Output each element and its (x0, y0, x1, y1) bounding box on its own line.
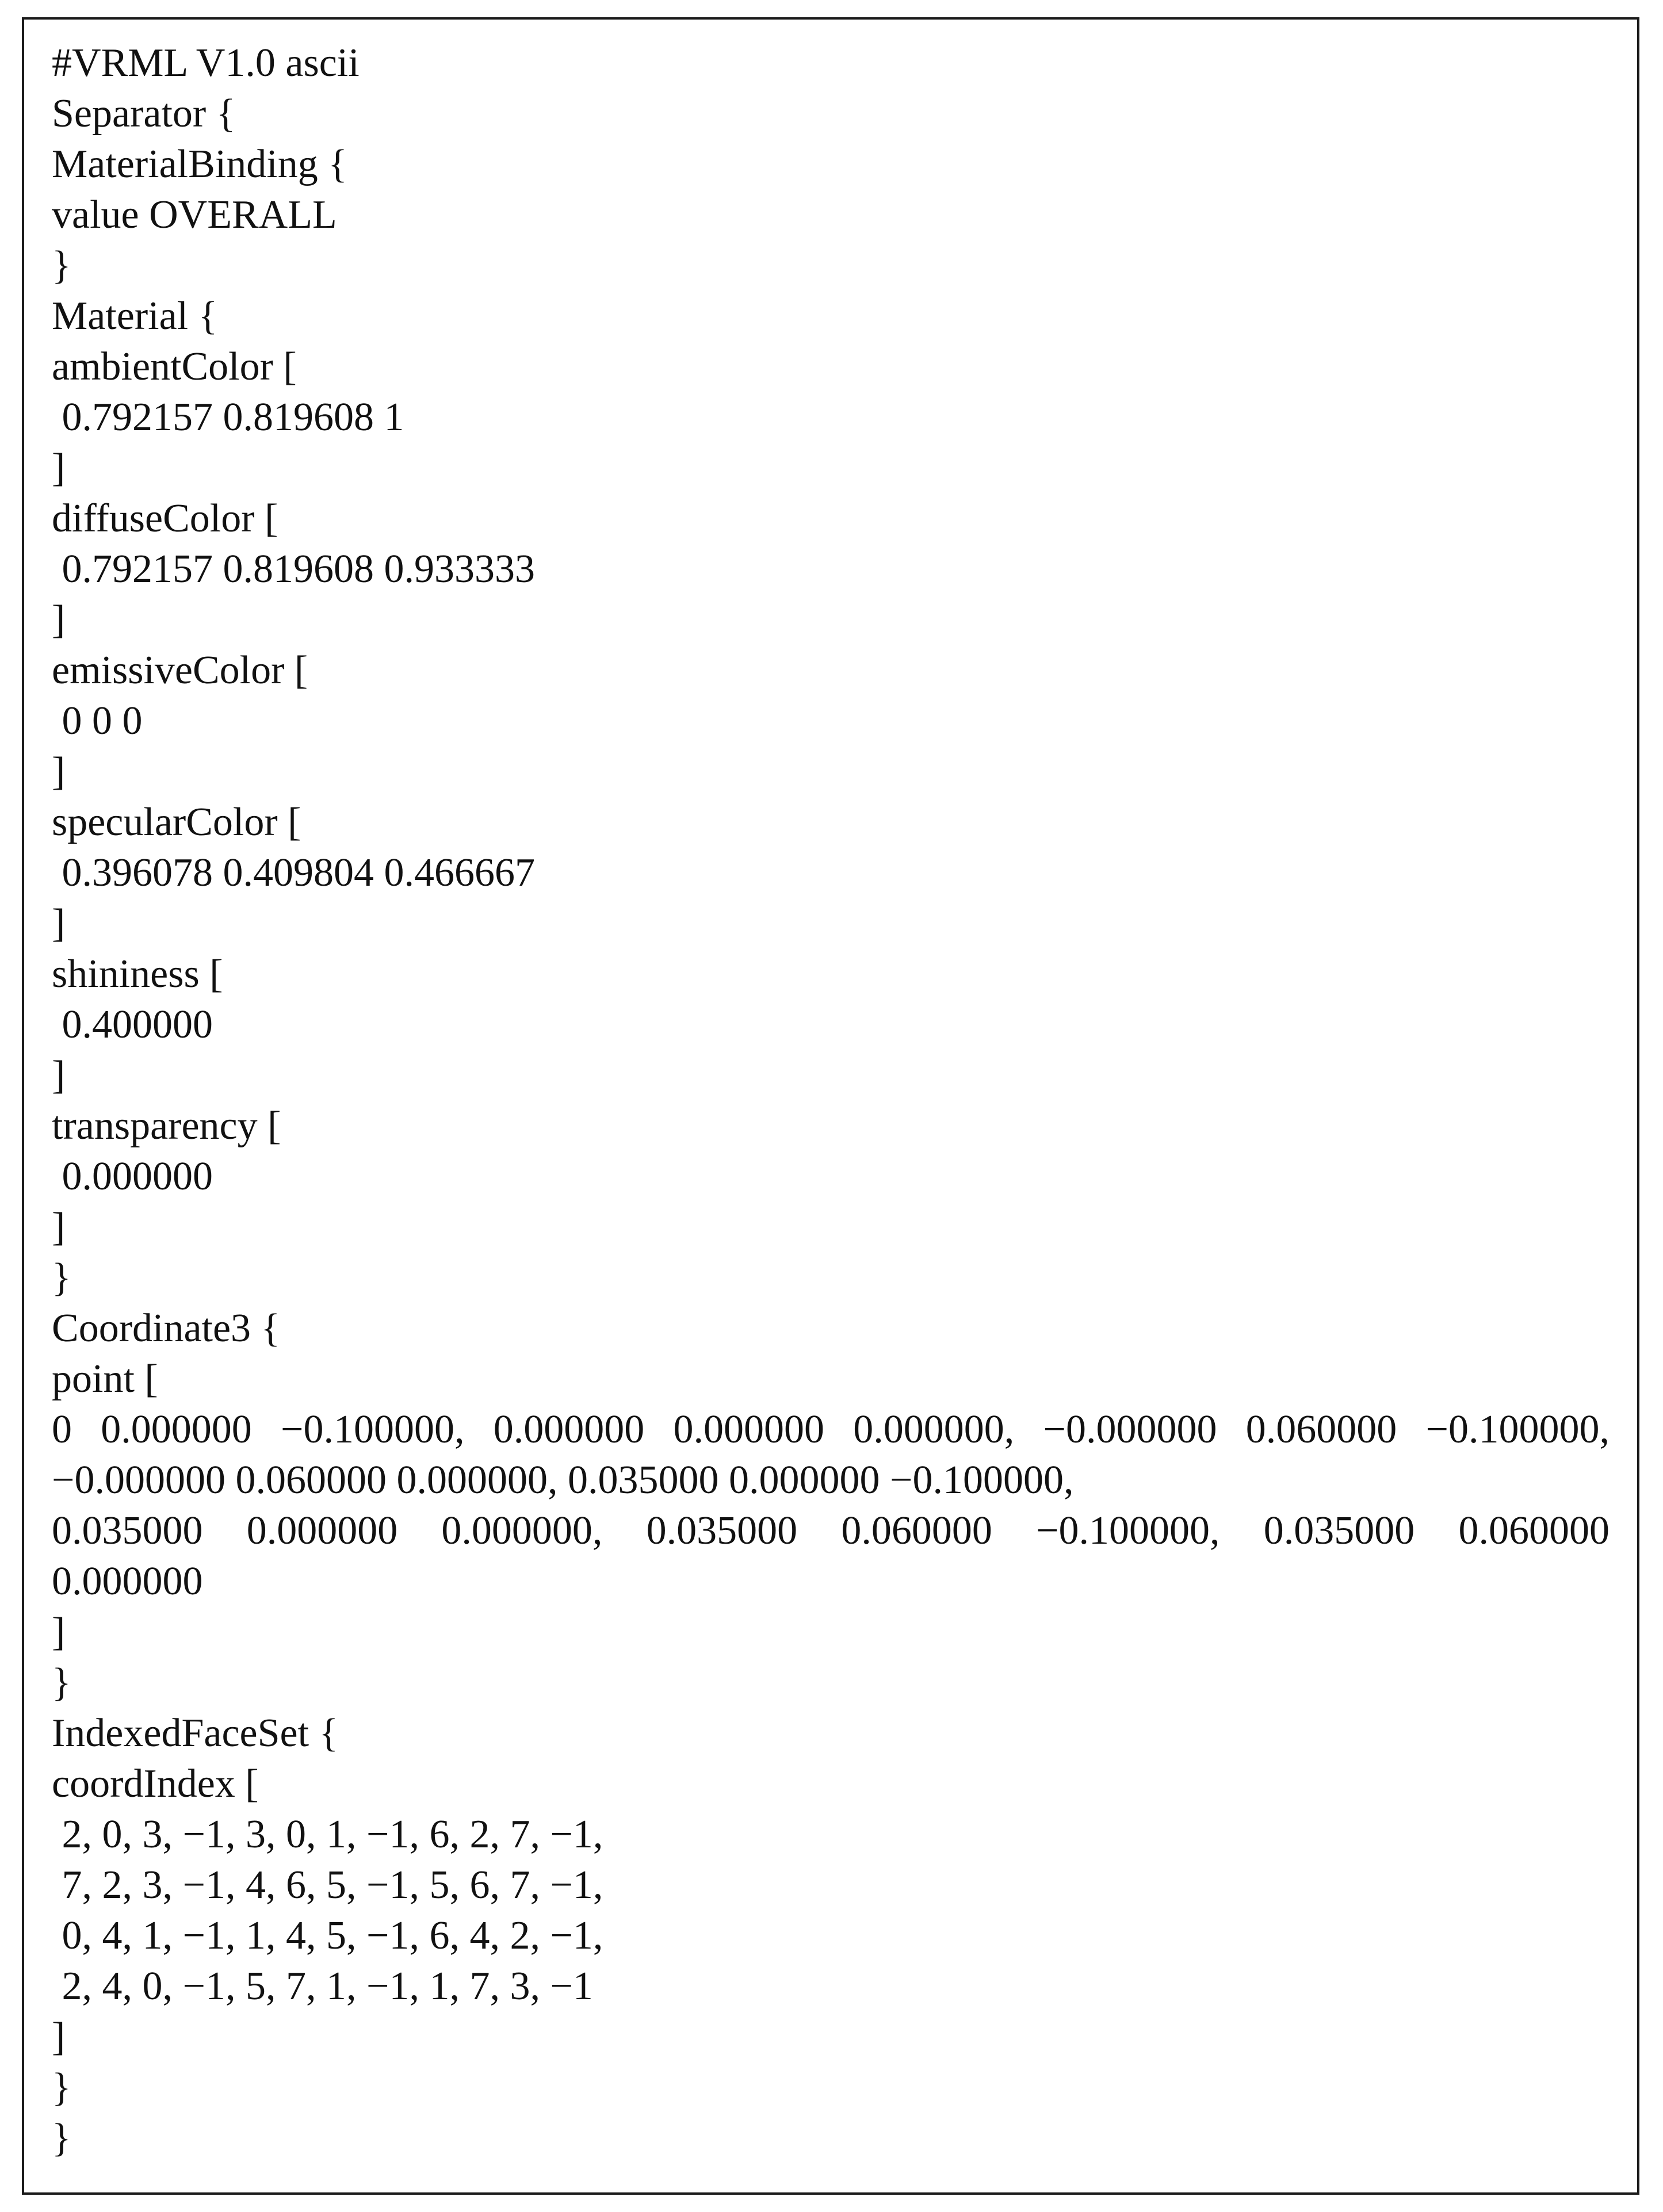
code-line-materialbinding-open: MaterialBinding { (52, 142, 347, 186)
code-line-indexedfaceset-close: } (52, 2065, 71, 2110)
code-line-coordindex-values-3: 0, 4, 1, −1, 1, 4, 5, −1, 6, 4, 2, −1, (52, 1914, 603, 1958)
code-line-diffusecolor-close: ] (52, 598, 66, 642)
code-line-diffusecolor-open: diffuseColor [ (52, 496, 278, 541)
code-line-materialbinding-value: value OVERALL (52, 193, 337, 237)
code-line-transparency-value: 0.000000 (52, 1154, 213, 1199)
code-line-separator-open: Separator { (52, 91, 236, 136)
code-line-specularcolor-close: ] (52, 901, 66, 946)
code-line-transparency-close: ] (52, 1205, 66, 1249)
code-line-point-values-1: 0 0.000000 −0.100000, 0.000000 0.000000 0.000000, −0.000000 0.060000 −0.100000, (52, 1407, 1610, 1452)
code-line-materialbinding-close: } (52, 243, 71, 288)
code-line-point-close: ] (52, 1610, 66, 1654)
vrml-code-frame (22, 17, 1639, 2195)
code-line-emissivecolor-close: ] (52, 749, 66, 794)
code-line-ambientcolor-open: ambientColor [ (52, 345, 297, 389)
code-line-material-close: } (52, 1256, 71, 1300)
code-line-emissivecolor-value: 0 0 0 (52, 699, 143, 743)
vrml-code-block (52, 38, 1610, 2164)
code-line-transparency-open: transparency [ (52, 1104, 281, 1148)
code-line-point-open: point [ (52, 1357, 158, 1401)
code-line-coordinate3-open: Coordinate3 { (52, 1306, 281, 1350)
code-line-specularcolor-value: 0.396078 0.409804 0.466667 (52, 851, 535, 895)
code-line-ambientcolor-close: ] (52, 446, 66, 490)
code-line-coordindex-values-2: 7, 2, 3, −1, 4, 6, 5, −1, 5, 6, 7, −1, (52, 1863, 603, 1907)
code-line-point-values-3: 0.035000 0.000000 0.000000, 0.035000 0.060000 −0.100000, 0.035000 0.060000 (52, 1509, 1610, 1553)
code-line-specularcolor-open: specularColor [ (52, 800, 301, 844)
code-line-header: #VRML V1.0 ascii (52, 41, 360, 85)
code-line-point-values-2: −0.000000 0.060000 0.000000, 0.035000 0.000000 −0.100000, (52, 1458, 1074, 1502)
code-line-ambientcolor-value: 0.792157 0.819608 1 (52, 395, 404, 439)
code-line-diffusecolor-value: 0.792157 0.819608 0.933333 (52, 547, 535, 591)
code-line-coordindex-open: coordIndex [ (52, 1762, 259, 1806)
code-line-indexedfaceset-open: IndexedFaceSet { (52, 1711, 339, 1755)
code-line-coordindex-close: ] (52, 2015, 66, 2059)
code-line-shininess-open: shininess [ (52, 952, 223, 996)
code-line-emissivecolor-open: emissiveColor [ (52, 648, 308, 692)
code-line-separator-close: } (52, 2116, 71, 2160)
code-line-shininess-value: 0.400000 (52, 1002, 213, 1047)
code-line-coordindex-values-4: 2, 4, 0, −1, 5, 7, 1, −1, 1, 7, 3, −1 (52, 1964, 593, 2008)
code-line-material-open: Material { (52, 294, 218, 338)
code-line-shininess-close: ] (52, 1053, 66, 1097)
code-line-point-values-4: 0.000000 (52, 1559, 203, 1603)
code-line-coordindex-values-1: 2, 0, 3, −1, 3, 0, 1, −1, 6, 2, 7, −1, (52, 1812, 603, 1857)
code-line-coordinate3-close: } (52, 1660, 71, 1705)
